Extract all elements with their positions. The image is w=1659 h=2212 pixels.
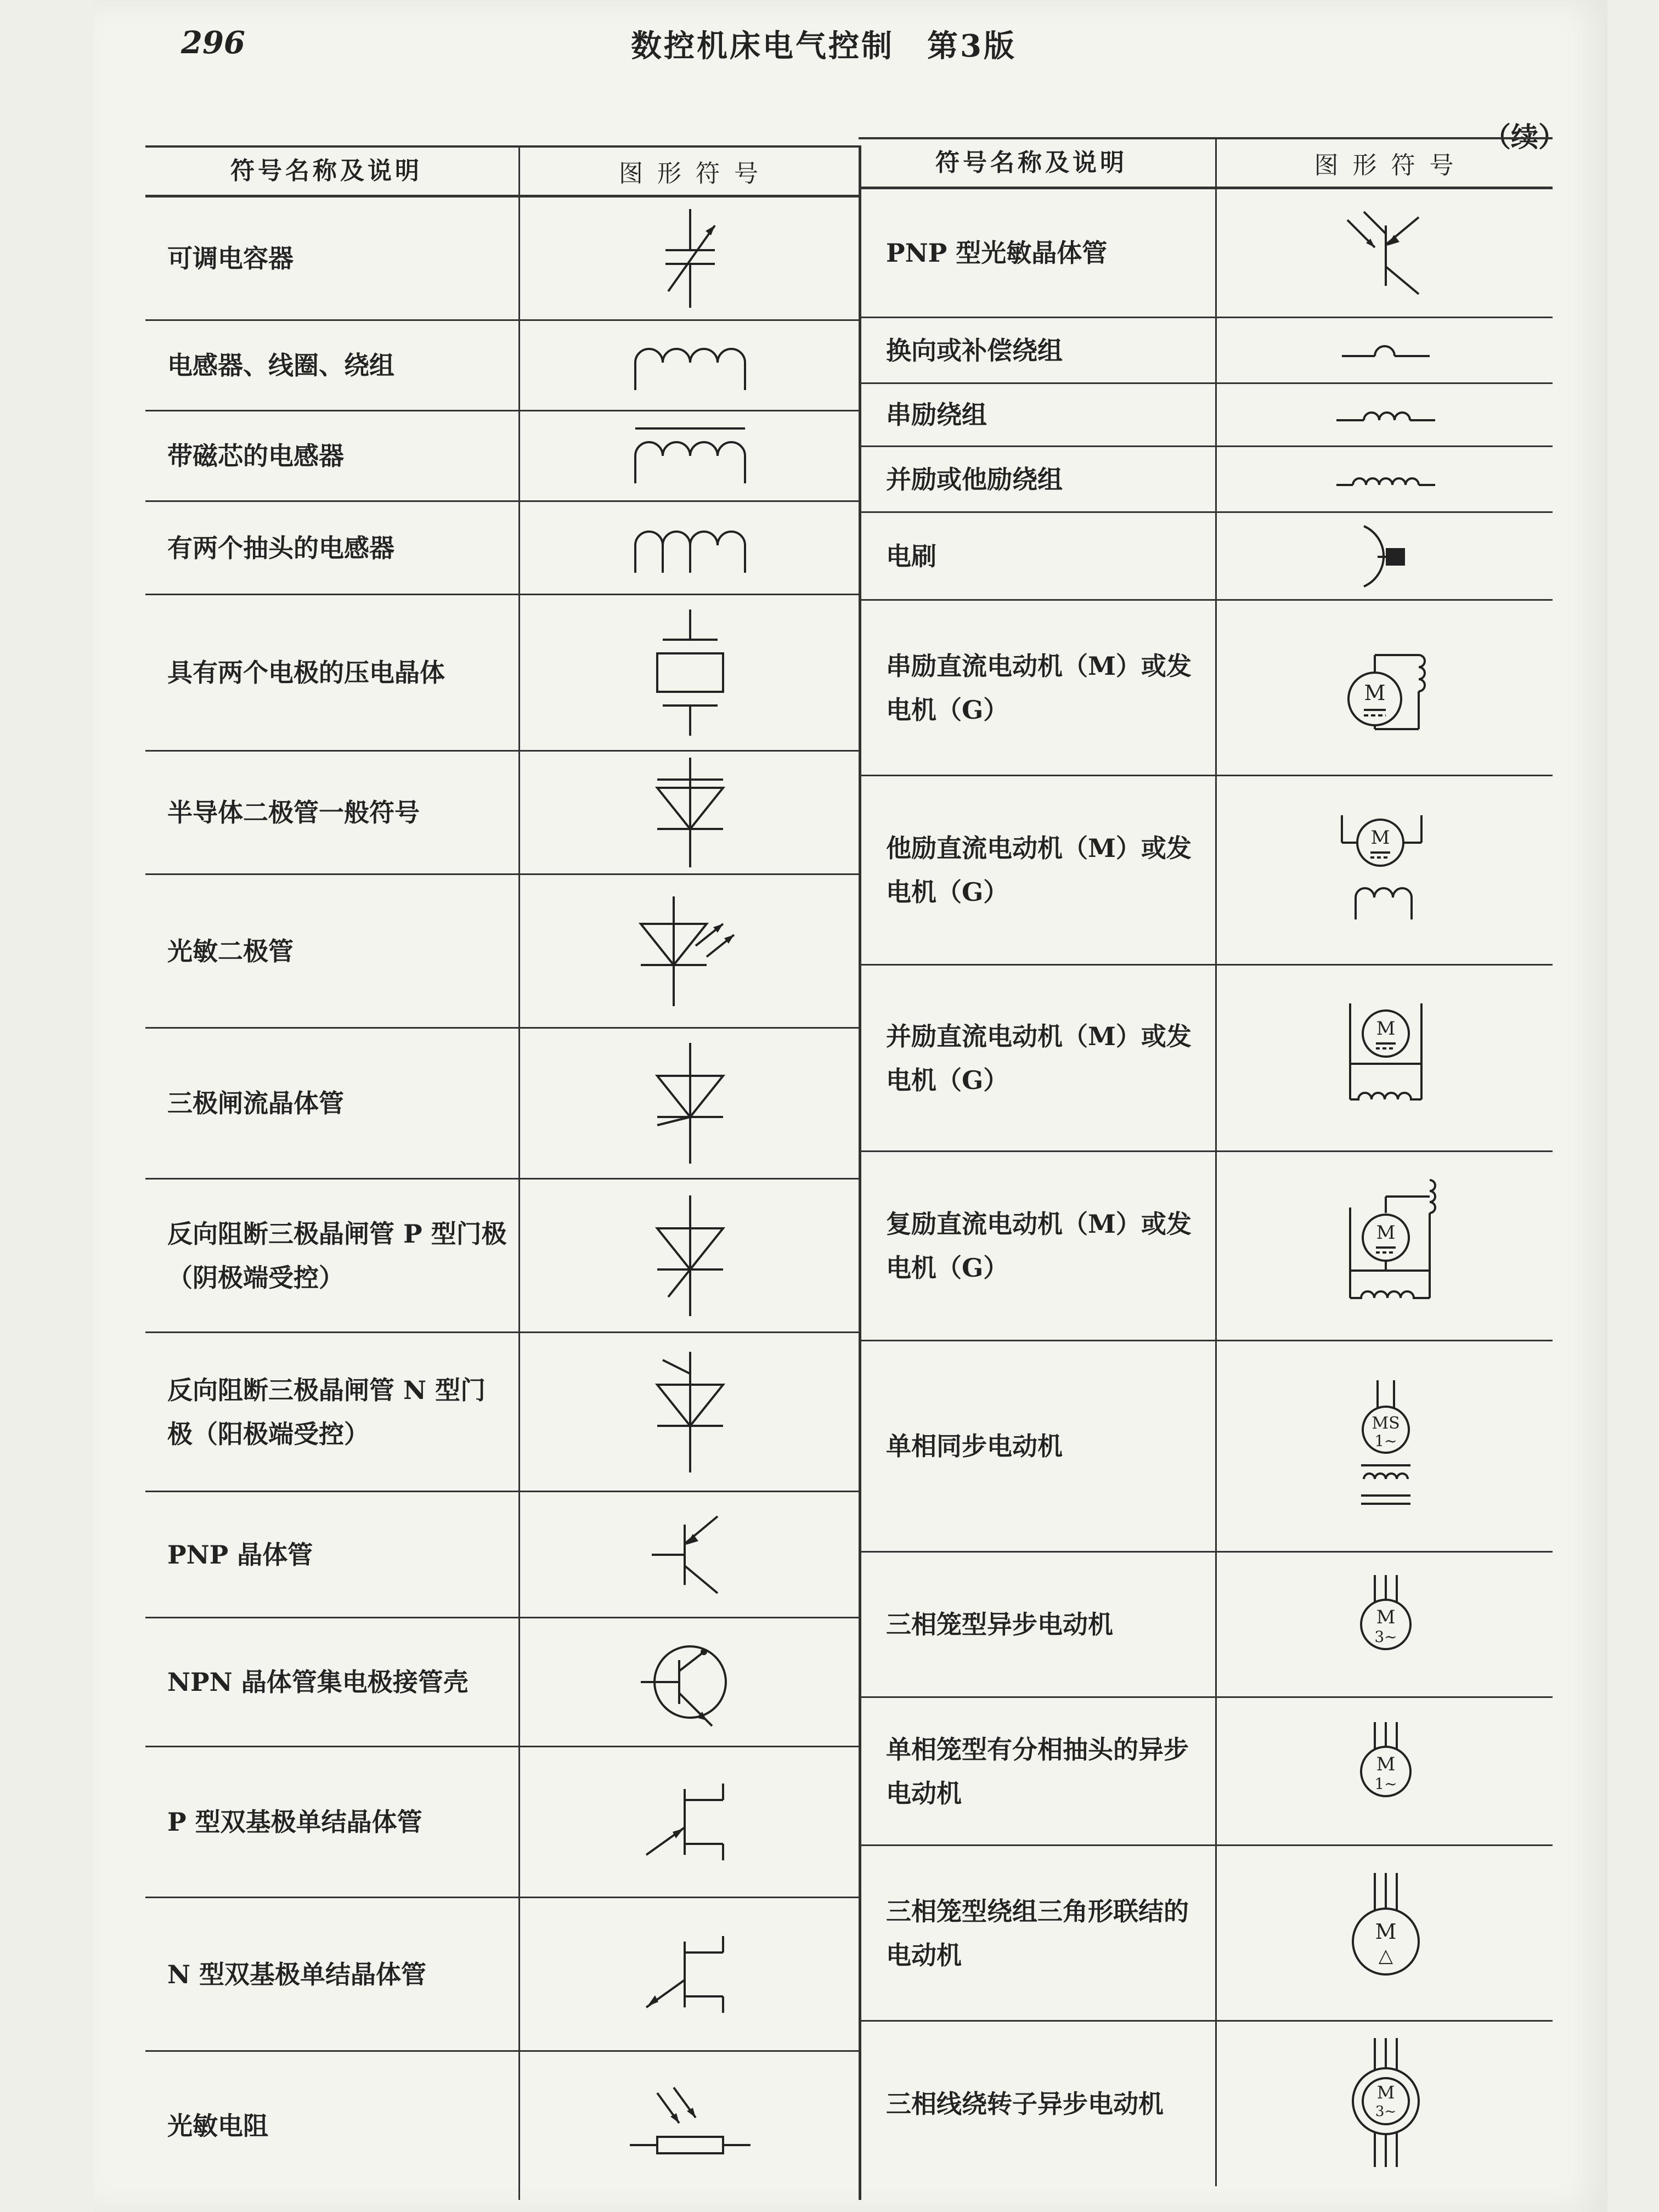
delta-label: △ (1378, 1944, 1393, 1967)
photoresistor-symbol (518, 2052, 860, 2200)
table-row (145, 1333, 859, 1492)
page-number: 296 (181, 25, 245, 61)
series-dc-motor-symbol (1215, 601, 1554, 775)
adjustable-capacitor-symbol (518, 198, 860, 319)
symbol-table-right (859, 137, 1553, 2186)
table-row (859, 776, 1553, 966)
table-row (145, 1492, 859, 1618)
motor-label: M (1376, 2082, 1395, 2103)
symbol-name: NPN 晶体管集电极接管壳 (167, 1667, 469, 1697)
symbol-name: 光敏二极管 (167, 936, 294, 966)
shunt-winding-symbol (1215, 447, 1554, 511)
symbol-name: 光敏电阻 (167, 2111, 268, 2141)
column-header-symbol: 图 形 符 号 (518, 148, 860, 195)
symbol-name: PNP 晶体管 (167, 1539, 313, 1570)
symbol-name: 串励绕组 (886, 400, 987, 430)
page-header (181, 14, 1553, 74)
motor-label: M (1370, 827, 1390, 849)
symbol-name: 并励或他励绕组 (886, 464, 1063, 494)
photodiode-symbol (518, 875, 860, 1027)
table-row (145, 321, 859, 411)
column-header-name: 符号名称及说明 (230, 157, 422, 185)
three-phase-cage-motor-symbol (1215, 1553, 1554, 1696)
series-winding-symbol (1215, 384, 1554, 445)
symbol-name: N 型双基极单结晶体管 (167, 1959, 427, 1989)
symbol-table-left (145, 145, 861, 2200)
table-row (145, 411, 859, 502)
table-row (145, 502, 859, 595)
symbol-name: PNP 型光敏晶体管 (886, 238, 1108, 268)
table-row (859, 1341, 1553, 1553)
symbol-name: 三相笼型绕组三角形联结的电动机 (886, 1896, 1189, 1970)
table-row (145, 595, 859, 752)
table-row (859, 513, 1553, 601)
separately-excited-dc-motor-symbol (1215, 776, 1554, 964)
symbol-name: 他励直流电动机（M）或发电机（G） (886, 833, 1192, 907)
table-row (859, 1846, 1553, 2022)
single-phase-sync-motor-symbol (1215, 1341, 1554, 1551)
brush-symbol (1215, 513, 1554, 599)
diode-symbol (518, 752, 860, 873)
cored-inductor-symbol (518, 411, 860, 500)
symbol-name: 复励直流电动机（M）或发电机（G） (886, 1209, 1192, 1283)
table-row (145, 752, 859, 875)
symbol-name: 三相笼型异步电动机 (886, 1610, 1113, 1639)
table-row (145, 2052, 859, 2200)
motor-label: M (1376, 1606, 1395, 1628)
symbol-name: 电感器、线圈、绕组 (167, 351, 394, 380)
symbol-name: 反向阻断三极晶闸管 P 型门极（阴极端受控） (167, 1218, 507, 1293)
symbol-name: 并励直流电动机（M）或发电机（G） (886, 1021, 1192, 1095)
symbol-name: 换向或补偿绕组 (886, 335, 1063, 365)
symbol-name: 三极闸流晶体管 (167, 1088, 344, 1118)
single-phase-split-motor-symbol (1215, 1698, 1554, 1844)
symbol-name: 单相笼型有分相抽头的异步电动机 (886, 1734, 1189, 1808)
npn-transistor-case-symbol (518, 1618, 860, 1746)
symbol-name: 具有两个电极的压电晶体 (167, 658, 445, 687)
symbol-name: 反向阻断三极晶闸管 N 型门极（阳极端受控） (167, 1375, 486, 1449)
table-row (859, 966, 1553, 1152)
motor-label: M (1376, 1753, 1395, 1775)
symbol-name: 串励直流电动机（M）或发电机（G） (886, 651, 1192, 725)
table-row (859, 447, 1553, 513)
motor-label: M (1364, 680, 1385, 705)
table-row (859, 384, 1553, 447)
table-row (859, 1698, 1553, 1846)
compound-dc-motor-symbol (1215, 1152, 1554, 1340)
tapped-inductor-symbol (518, 502, 860, 594)
pnp-transistor-symbol (518, 1492, 860, 1617)
table-row (145, 1898, 859, 2052)
thyristor-symbol (518, 1029, 860, 1178)
motor-label: M (1376, 1222, 1395, 1244)
motor-label: M (1376, 1017, 1395, 1040)
symbol-name: P 型双基极单结晶体管 (167, 1807, 422, 1837)
table-row (859, 318, 1553, 384)
table-row (145, 1180, 859, 1333)
symbol-name: 可调电容器 (167, 244, 294, 273)
column-header-name: 符号名称及说明 (935, 149, 1127, 177)
running-title: 数控机床电气控制 第3版 (631, 28, 1017, 64)
symbol-name: 单相同步电动机 (886, 1431, 1063, 1461)
phase-label: 3~ (1375, 2103, 1396, 2120)
table-header-row (859, 137, 1553, 189)
table-row (145, 1747, 859, 1898)
shunt-dc-motor-symbol (1215, 966, 1554, 1150)
table-row (859, 1152, 1553, 1341)
table-row (145, 1618, 859, 1747)
pnp-phototransistor-symbol (1215, 189, 1554, 317)
table-row (145, 1029, 859, 1180)
table-header-row (145, 145, 859, 198)
table-row (859, 189, 1553, 318)
piezo-crystal-symbol (518, 595, 860, 750)
motor-label-ms: MS (1371, 1414, 1400, 1433)
column-header-symbol: 图 形 符 号 (1215, 139, 1554, 187)
continued-label: （续） (1483, 121, 1566, 153)
symbol-name: 半导体二极管一般符号 (167, 798, 420, 827)
wound-rotor-motor-symbol (1215, 2022, 1554, 2186)
symbol-name: 三相线绕转子异步电动机 (886, 2089, 1164, 2119)
n-ujt-symbol (518, 1898, 860, 2050)
table-row (859, 1553, 1553, 1698)
inductor-symbol (518, 321, 860, 410)
symbol-name: 带磁芯的电感器 (167, 441, 344, 471)
commutating-winding-symbol (1215, 318, 1554, 382)
table-row (145, 875, 859, 1029)
phase-label: 3~ (1374, 1628, 1397, 1646)
phase-label: 1~ (1374, 1774, 1397, 1793)
table-row (145, 198, 859, 321)
phase-label: 1~ (1374, 1432, 1397, 1450)
thyristor-p-gate-symbol (518, 1180, 860, 1331)
thyristor-n-gate-symbol (518, 1333, 860, 1491)
table-row (859, 2022, 1553, 2186)
motor-label: M (1375, 1919, 1396, 1944)
symbol-name: 有两个抽头的电感器 (167, 533, 394, 563)
delta-motor-symbol (1215, 1846, 1554, 2020)
p-ujt-symbol (518, 1747, 860, 1897)
table-row (859, 601, 1553, 776)
symbol-name: 电刷 (886, 541, 936, 571)
